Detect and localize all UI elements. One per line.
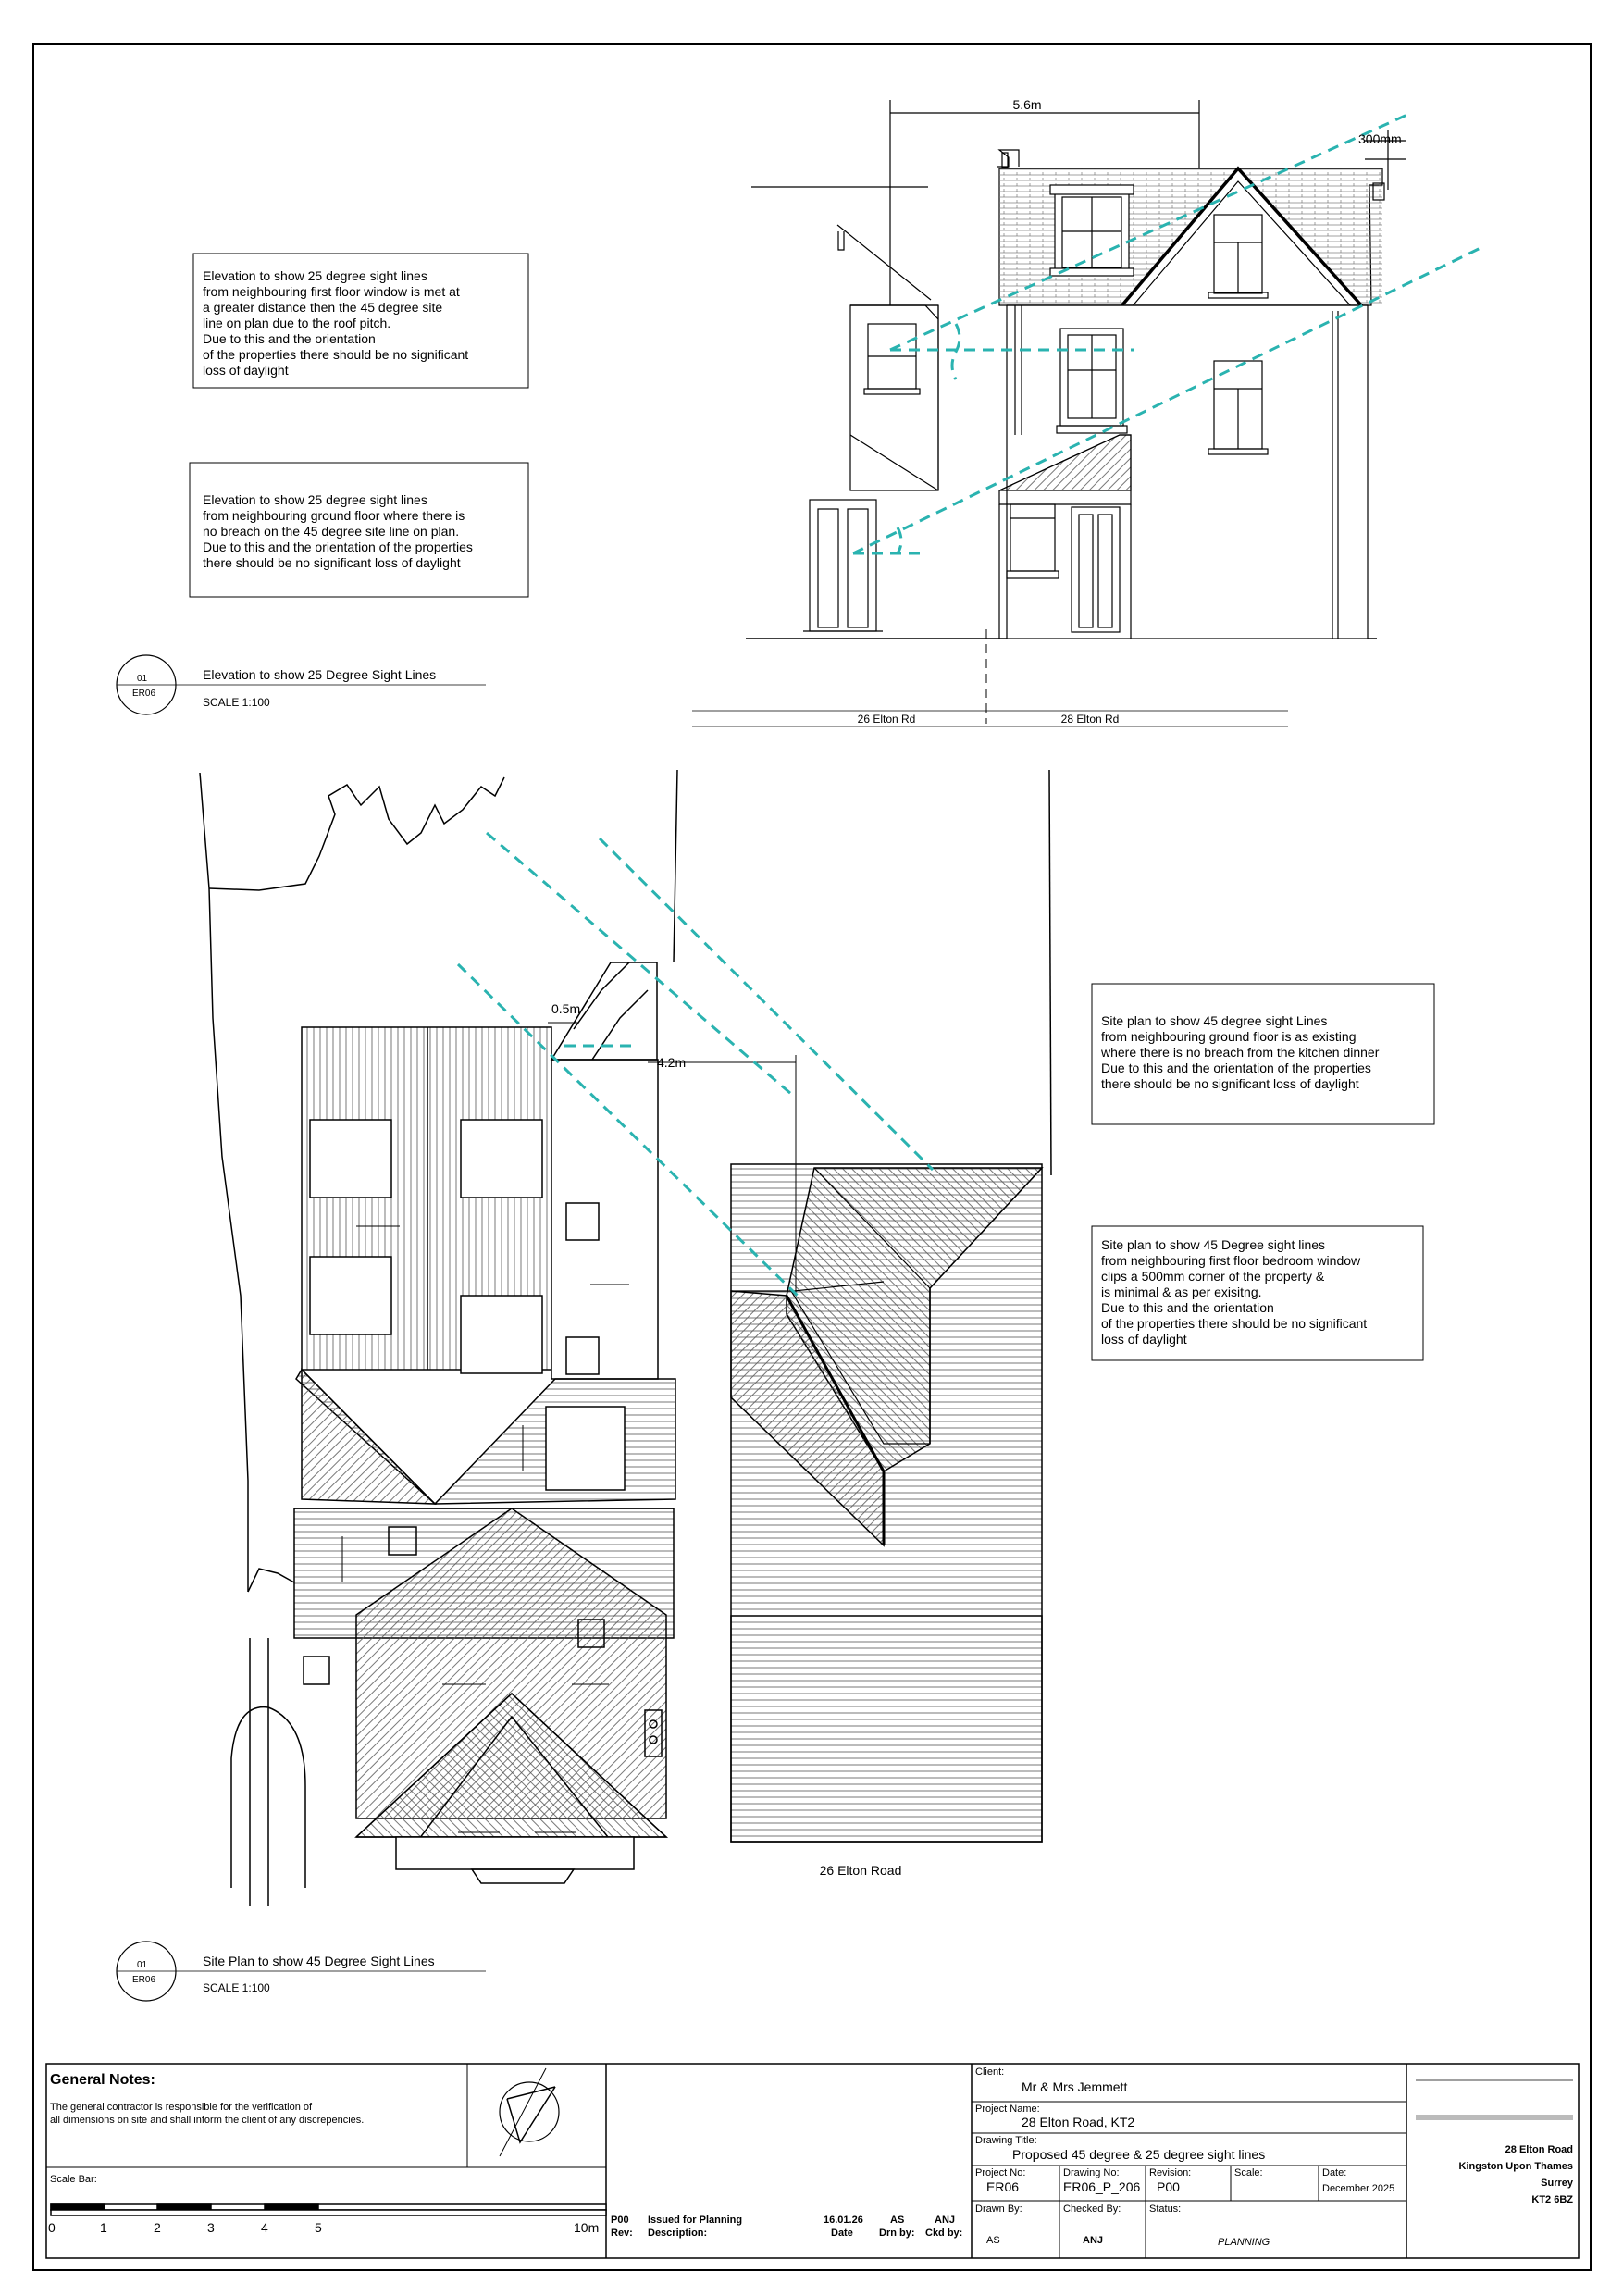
rev-description-label: Description: [648,2228,708,2239]
elevation-scale: SCALE 1:100 [203,696,270,709]
elevation-drawing [692,100,1406,726]
client-label: Client: [975,2066,1005,2078]
rev-drawn-label: Drn by: [879,2228,915,2239]
rev-date: 16.01.26 [824,2215,863,2226]
general-notes-line-1: The general contractor is responsible for the verification of [50,2102,313,2113]
siteplan-note-2-text: Site plan to show 45 Degree sight lines from neighbouring first floor bedroom window clips a 500mm corner of the property & is minimal & as per exisitng. Due to this and the orientation of the properties there should be no significant loss of daylight [1101,1237,1368,1347]
address-line-2: Kingston Upon Thames [1458,2161,1573,2172]
rev-code-label: Rev: [611,2228,633,2239]
drawing-title-label: Drawing Title: [975,2135,1037,2146]
project-name-value: 28 Elton Road, KT2 [1022,2115,1135,2129]
siteplan-callout-num: 01 [137,1960,148,1970]
scale-tick-10: 10m [574,2220,600,2235]
rev-drawn: AS [890,2215,905,2226]
drawn-by-value: AS [986,2235,1000,2246]
revision-label: Revision: [1149,2167,1192,2178]
elevation-label-left: 26 Elton Rd [857,713,916,726]
elevation-title: Elevation to show 25 Degree Sight Lines [203,667,437,682]
scale-bar-label: Scale Bar: [50,2174,97,2185]
elevation-note-1-text: Elevation to show 25 degree sight lines from neighbouring first floor window is met at a greater distance then the 45 degree site line on plan due to the roof pitch. Due to this and the orientation of the properties there should be no significant loss of daylight [203,268,469,378]
address-line-4: KT2 6BZ [1531,2194,1573,2205]
status-label: Status: [1149,2203,1182,2215]
siteplan-callout-sheet: ER06 [132,1975,156,1985]
dim-b-label: 4.2m [657,1055,687,1070]
dim-width-label: 5.6m [1012,97,1042,112]
road-label: 26 Elton Road [819,1863,902,1878]
checked-by-value: ANJ [1083,2235,1104,2246]
project-no-value: ER06 [986,2179,1020,2194]
rev-checked: ANJ [935,2215,956,2226]
elevation-label-right: 28 Elton Rd [1060,713,1120,726]
scale-tick-1: 1 [100,2220,107,2235]
general-notes-heading: General Notes: [50,2072,155,2088]
elevation-callout-sheet: ER06 [132,689,156,699]
date-value: December 2025 [1322,2183,1395,2194]
dim-a-label: 0.5m [551,1001,581,1016]
scale-tick-5: 5 [315,2220,322,2235]
title-block [46,2064,1579,2258]
address-line-1: 28 Elton Road [1505,2144,1573,2155]
general-notes-line-2: all dimensions on site and shall inform the client of any discrepencies. [50,2115,365,2126]
project-no-label: Project No: [975,2167,1026,2178]
site-plan-drawing [200,770,1051,1906]
scale-tick-0: 0 [48,2220,56,2235]
drawing-title-value: Proposed 45 degree & 25 degree sight lines [1012,2147,1266,2162]
revision-value: P00 [1157,2179,1180,2194]
address-line-3: Surrey [1541,2178,1573,2189]
status-value: PLANNING [1218,2237,1270,2248]
scale-tick-3: 3 [207,2220,215,2235]
date-label: Date: [1322,2167,1347,2178]
scale-tick-4: 4 [261,2220,268,2235]
elevation-note-2-text: Elevation to show 25 degree sight lines from neighbouring ground floor where there is no breach on the 45 degree site line on plan. Due to this and the orientation of the properties there should be no significant loss of daylight [203,492,473,570]
drawing-no-label: Drawing No: [1063,2167,1120,2178]
client-value: Mr & Mrs Jemmett [1022,2079,1128,2094]
elevation-callout-num: 01 [137,674,148,684]
siteplan-title: Site Plan to show 45 Degree Sight Lines [203,1954,435,1968]
project-name-label: Project Name: [975,2104,1040,2115]
drawn-by-label: Drawn By: [975,2203,1022,2215]
checked-by-label: Checked By: [1063,2203,1121,2215]
rev-date-label: Date [831,2228,853,2239]
dim-height-label: 300mm [1358,131,1402,146]
rev-description: Issued for Planning [648,2215,743,2226]
drawing-no-value: ER06_P_206 [1063,2179,1141,2194]
rev-checked-label: Ckd by: [925,2228,963,2239]
siteplan-scale: SCALE 1:100 [203,1981,270,1994]
rev-code: P00 [611,2215,629,2226]
scale-label: Scale: [1234,2167,1263,2178]
siteplan-note-1-text: Site plan to show 45 degree sight Lines from neighbouring ground floor is as existing where there is no breach from the kitchen dinner Due to this and the orientation of the properties there should be no significant loss of daylight [1101,1013,1380,1091]
scale-tick-2: 2 [154,2220,161,2235]
